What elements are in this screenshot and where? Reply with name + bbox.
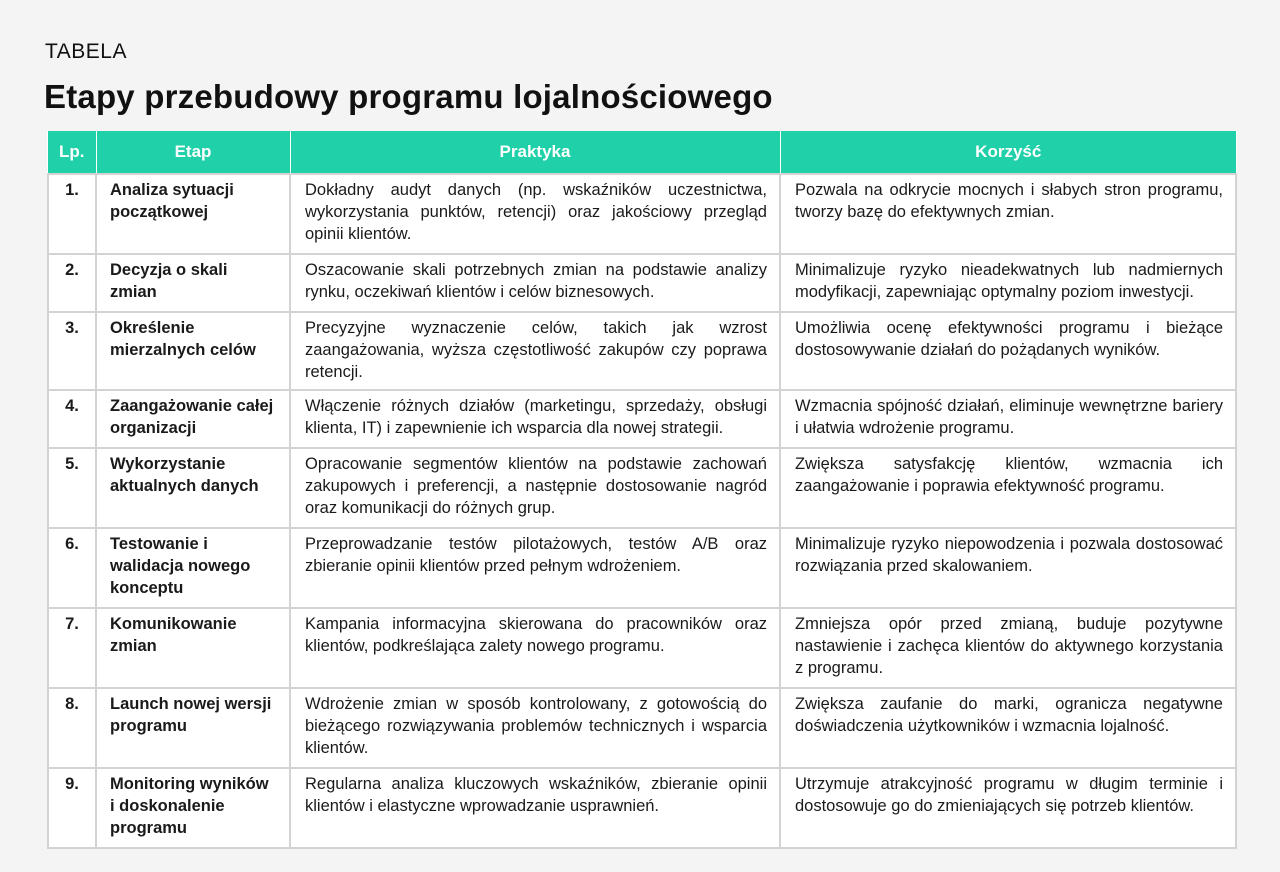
benefit-cell: Zmniejsza opór przed zmianą, buduje pozytywne nastawienie i zachęca klientów do aktywnego korzystania z programu. [780, 608, 1236, 688]
table-row [48, 312, 1236, 390]
benefit-cell: Utrzymuje atrakcyjność programu w długim terminie i dostosowuje go do zmieniających się potrzeb klientów. [780, 768, 1236, 848]
stage-cell: Komunikowanie zmian [96, 608, 290, 688]
table-row [48, 528, 1236, 608]
stages-table [47, 131, 1237, 849]
benefit-cell: Minimalizuje ryzyko niepowodzenia i pozwala dostosować rozwiązania przed skalowaniem. [780, 528, 1236, 608]
stage-cell: Zaangażowanie całej organizacji [96, 390, 290, 448]
row-number: 4. [48, 390, 96, 448]
column-header-lp: Lp. [48, 131, 96, 174]
table-row [48, 688, 1236, 768]
table-row [48, 254, 1236, 312]
table-row [48, 448, 1236, 528]
stage-cell: Launch nowej wersji programu [96, 688, 290, 768]
row-number: 6. [48, 528, 96, 608]
benefit-cell: Zwiększa zaufanie do marki, ogranicza negatywne doświadczenia użytkowników i wzmacnia lojalność. [780, 688, 1236, 768]
stage-cell: Testowanie i walidacja nowego konceptu [96, 528, 290, 608]
row-number: 3. [48, 312, 96, 390]
practice-cell: Kampania informacyjna skierowana do pracowników oraz klientów, podkreślająca zalety nowego programu. [290, 608, 780, 688]
table-row [48, 390, 1236, 448]
row-number: 7. [48, 608, 96, 688]
practice-cell: Opracowanie segmentów klientów na podstawie zachowań zakupowych i preferencji, a następnie dostosowanie nagród oraz komunikacji do różnych grup. [290, 448, 780, 528]
stage-cell: Decyzja o skali zmian [96, 254, 290, 312]
column-header-praktyka: Praktyka [290, 131, 780, 174]
table-row [48, 174, 1236, 254]
section-label: TABELA [45, 40, 127, 63]
benefit-cell: Umożliwia ocenę efektywności programu i bieżące dostosowywanie działań do pożądanych wyników. [780, 312, 1236, 390]
table-row [48, 608, 1236, 688]
row-number: 8. [48, 688, 96, 768]
table-row [48, 768, 1236, 848]
page-title: Etapy przebudowy programu lojalnościowego [44, 78, 773, 115]
benefit-cell: Minimalizuje ryzyko nieadekwatnych lub nadmiernych modyfikacji, zapewniając optymalny poziom inwestycji. [780, 254, 1236, 312]
practice-cell: Precyzyjne wyznaczenie celów, takich jak wzrost zaangażowania, wyższa częstotliwość zakupów czy poprawa retencji. [290, 312, 780, 390]
benefit-cell: Wzmacnia spójność działań, eliminuje wewnętrzne bariery i ułatwia wdrożenie programu. [780, 390, 1236, 448]
column-header-etap: Etap [96, 131, 290, 174]
stage-cell: Analiza sytuacji początkowej [96, 174, 290, 254]
practice-cell: Przeprowadzanie testów pilotażowych, testów A/B oraz zbieranie opinii klientów przed pełnym wdrożeniem. [290, 528, 780, 608]
column-header-korzysc: Korzyść [780, 131, 1236, 174]
benefit-cell: Zwiększa satysfakcję klientów, wzmacnia ich zaangażowanie i poprawia efektywność programu. [780, 448, 1236, 528]
practice-cell: Regularna analiza kluczowych wskaźników, zbieranie opinii klientów i elastyczne wprowadzanie usprawnień. [290, 768, 780, 848]
row-number: 9. [48, 768, 96, 848]
practice-cell: Wdrożenie zmian w sposób kontrolowany, z gotowością do bieżącego rozwiązywania problemów technicznych i wsparcia klientów. [290, 688, 780, 768]
row-number: 1. [48, 174, 96, 254]
practice-cell: Włączenie różnych działów (marketingu, sprzedaży, obsługi klienta, IT) i zapewnienie ich wsparcia dla nowej strategii. [290, 390, 780, 448]
stage-cell: Określenie mierzalnych celów [96, 312, 290, 390]
stage-cell: Monitoring wyników i doskonalenie programu [96, 768, 290, 848]
practice-cell: Dokładny audyt danych (np. wskaźników uczestnictwa, wykorzystania punktów, retencji) oraz jakościowy przegląd opinii klientów. [290, 174, 780, 254]
table-header-row [48, 131, 1236, 174]
practice-cell: Oszacowanie skali potrzebnych zmian na podstawie analizy rynku, oczekiwań klientów i celów biznesowych. [290, 254, 780, 312]
stage-cell: Wykorzystanie aktualnych danych [96, 448, 290, 528]
row-number: 5. [48, 448, 96, 528]
benefit-cell: Pozwala na odkrycie mocnych i słabych stron programu, tworzy bazę do efektywnych zmian. [780, 174, 1236, 254]
row-number: 2. [48, 254, 96, 312]
